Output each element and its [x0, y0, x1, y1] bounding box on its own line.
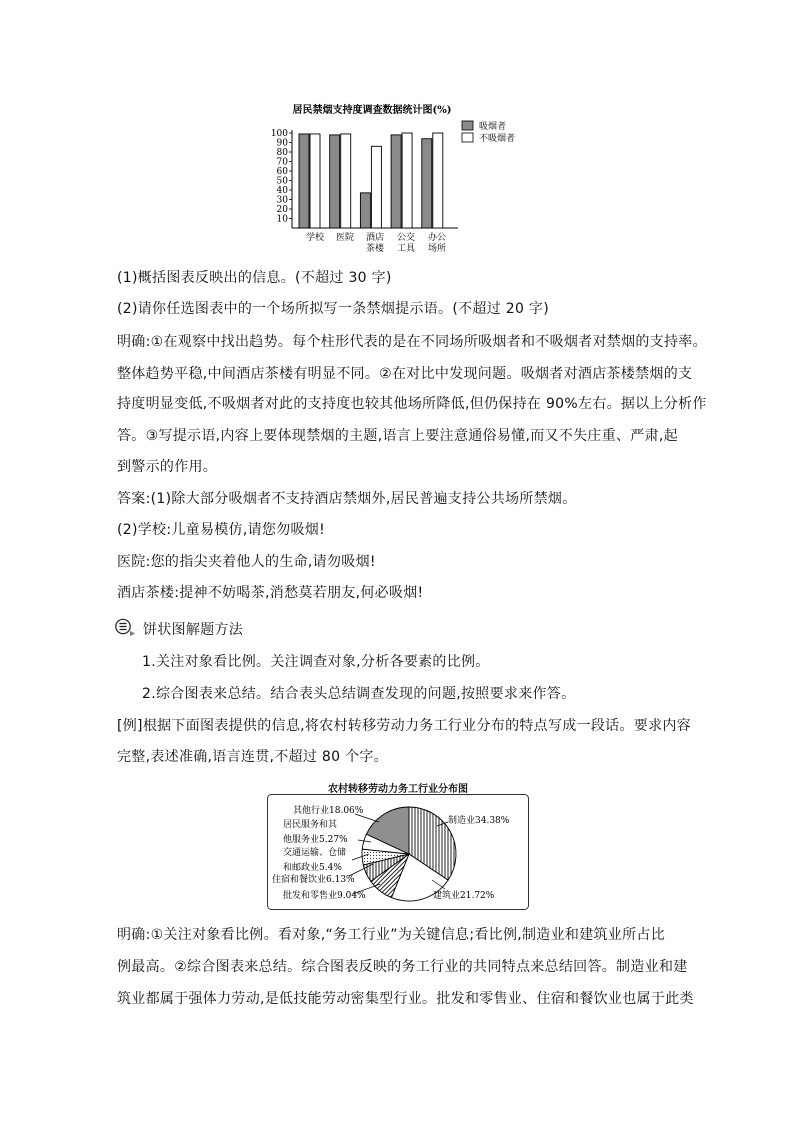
bar-chart-category-labels: [306, 231, 446, 254]
method-item: 1.关注对象看比例。关注调查对象,分析各要素的比例。: [142, 654, 490, 670]
pie-label-hotel: 住宿和餐饮业6.13%: [272, 875, 355, 885]
question-2: (2)请你任选图表中的一个场所拟写一条禁烟提示语。(不超过 20 字): [117, 301, 549, 317]
category-label: 学校: [305, 233, 325, 243]
legend-label-smoker: 吸烟者: [479, 122, 507, 132]
answer-line: 医院:您的指尖夹着他人的生命,请勿吸烟!: [117, 554, 376, 570]
category-label: 办公: [427, 233, 447, 243]
y-tick-label: 100: [270, 129, 288, 139]
bar-nonsmoker: [402, 133, 412, 228]
category-label: 公交: [396, 233, 416, 243]
y-tick-label: 10: [276, 214, 288, 225]
pie-label-resident: 他服务业5.27%: [283, 835, 348, 845]
bar-smoker: [422, 139, 432, 228]
bar-chart-title: 居民禁烟支持度调查数据统计图(%): [292, 105, 452, 116]
pie-label-manufacturing: 制造业34.38%: [448, 816, 510, 826]
answer-line: (2)学校:儿童易模仿,请您勿吸烟!: [117, 522, 326, 538]
pie-label-wholesale: 批发和零售业9.04%: [283, 891, 366, 901]
method-item: 2.综合图表来总结。结合表头总结调查发现的问题,按照要求来作答。: [142, 686, 576, 702]
y-tick-label: 70: [276, 157, 288, 168]
analysis-line: 整体趋势平稳,中间酒店茶楼有明显不同。②在对比中发现问题。吸烟者对酒店茶楼禁烟的支: [117, 366, 693, 382]
pie-chart-title: 农村转移劳动力务工行业分布图: [328, 784, 468, 795]
y-tick-label: 50: [276, 176, 288, 187]
category-label: 工具: [396, 244, 416, 254]
legend-swatch-smoker: [462, 121, 473, 130]
list-icon: [115, 618, 137, 636]
analysis-line: 例最高。②综合图表来总结。综合图表反映的务工行业的共同特点来总结回答。制造业和建: [117, 959, 688, 975]
pie-label-transport: 和邮政业5.4%: [283, 863, 342, 873]
analysis-line: 答。③写提示语,内容上要体现禁烟的主题,语言上要注意通俗易懂,而又不失庄重、严肃,起: [117, 428, 678, 444]
bar-smoker: [360, 193, 370, 228]
bar-chart-legend: [462, 120, 515, 144]
category-label: 茶楼: [365, 244, 385, 254]
pie-label-resident: 居民服务和其: [283, 820, 338, 830]
category-label: 酒店: [365, 233, 385, 243]
section-title: 饼状图解题方法: [143, 622, 244, 638]
legend-label-nonsmoker: 不吸烟者: [479, 134, 516, 144]
y-tick-label: 90: [276, 138, 288, 149]
bar-smoker: [299, 134, 309, 228]
analysis-line: 到警示的作用。: [117, 459, 218, 475]
question-1: (1)概括图表反映出的信息。(不超过 30 字): [117, 270, 392, 286]
category-label: 医院: [335, 233, 355, 243]
bar-chart-bars: [299, 133, 443, 228]
y-tick-label: 30: [276, 195, 288, 206]
pie-label-other: 其他行业18.06%: [293, 806, 364, 816]
legend-swatch-nonsmoker: [462, 133, 473, 142]
y-tick-label: 80: [276, 148, 288, 158]
answer-line: 酒店茶楼:提神不妨喝茶,消愁莫若朋友,何必吸烟!: [117, 585, 424, 601]
bar-chart: [262, 100, 542, 260]
analysis-line: 筑业都属于强体力劳动,是低技能劳动密集型行业。批发和零售业、住宿和餐饮业也属于此类: [117, 991, 694, 1007]
analysis-line: 持度明显变低,不吸烟者对此的支持度也较其他场所降低,但仍保持在 90%左右。据以上分析作: [117, 396, 707, 412]
bar-nonsmoker: [371, 146, 381, 228]
answer-line: 答案:(1)除大部分吸烟者不支持酒店禁烟外,居民普遍支持公共场所禁烟。: [117, 491, 577, 507]
y-tick-label: 60: [276, 167, 288, 177]
example-line: 完整,表述准确,语言连贯,不超过 80 个字。: [117, 749, 388, 765]
pie-label-transport: 交通运输、仓储: [283, 848, 347, 858]
y-tick-label: 40: [276, 186, 288, 196]
analysis-line: 明确:①关注对象看比例。看对象,“务工行业”为关键信息;看比例,制造业和建筑业所占比: [117, 927, 665, 943]
analysis-line: 明确:①在观察中找出趋势。每个柱形代表的是在不同场所吸烟者和不吸烟者对禁烟的支持率。: [117, 334, 707, 350]
category-label: 场所: [427, 244, 447, 254]
bar-nonsmoker: [433, 133, 443, 228]
bar-smoker: [391, 135, 401, 228]
bar-smoker: [330, 135, 340, 228]
y-tick-label: 20: [276, 205, 288, 215]
bar-nonsmoker: [341, 134, 351, 228]
pie-chart: [267, 794, 529, 910]
pie-label-construction: 建筑业21.72%: [433, 891, 495, 901]
example-line: [例]根据下面图表提供的信息,将农村转移劳动力务工行业分布的特点写成一段话。要求内容: [117, 718, 691, 734]
bar-nonsmoker: [310, 134, 320, 228]
